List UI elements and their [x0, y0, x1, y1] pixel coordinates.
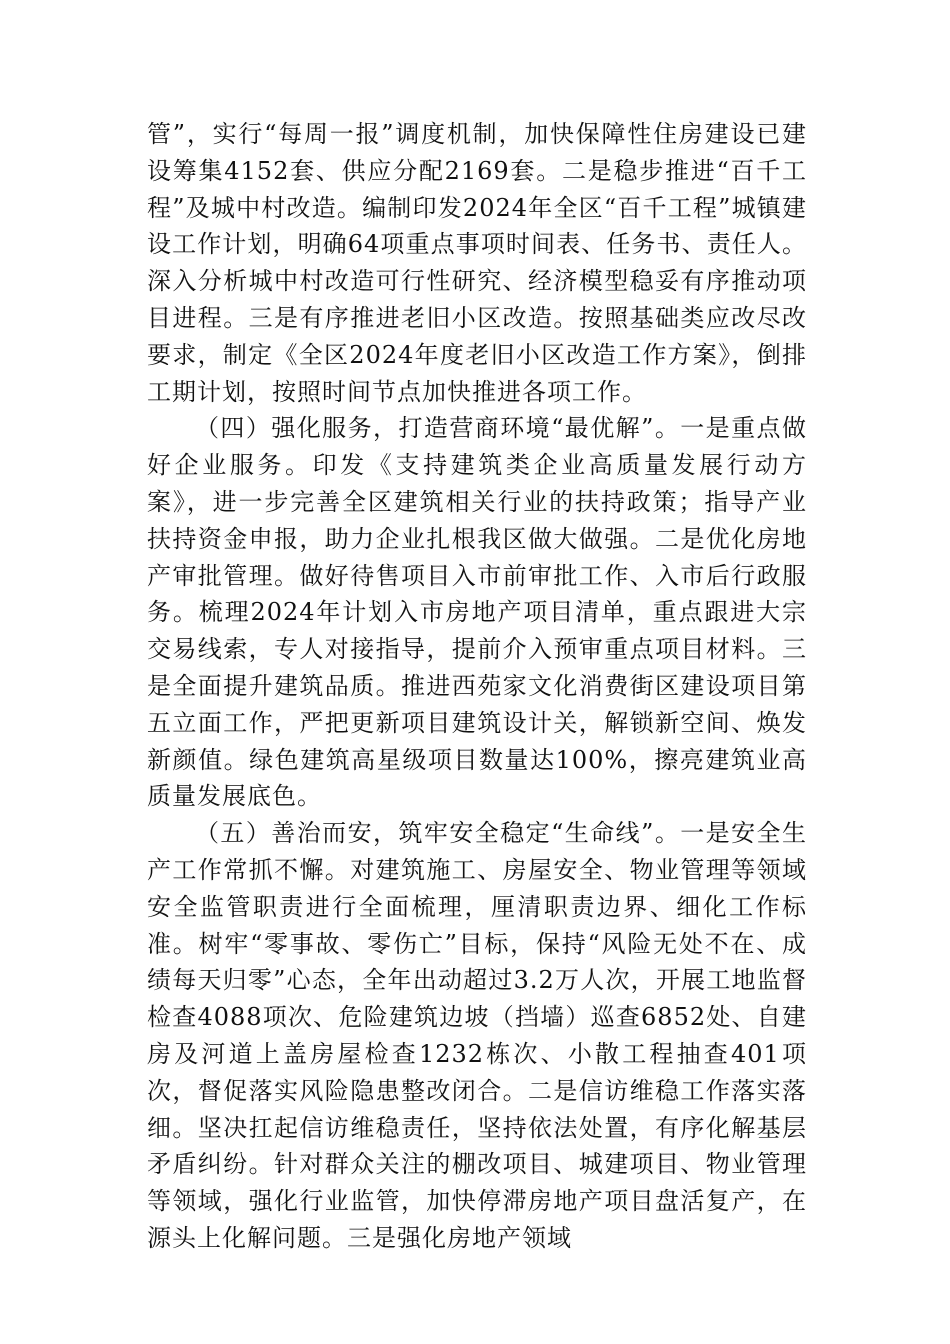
- paragraph-business-environment: （四）强化服务，打造营商环境“最优解”。一是重点做好企业服务。印发《支持建筑类企业高质量发展行动方案》，进一步完善全区建筑相关行业的扶持政策；指导产业扶持资金申报，助力企业扎根我区做大做强。二是优化房地产审批管理。做好待售项目入市前审批工作、入市后行政服务。梳理2024年计划入市房地产项目清单，重点跟进大宗交易线索，专人对接指导，提前介入预审重点项目材料。三是全面提升建筑品质。推进西苑家文化消费街区建设项目第五立面工作，严把更新项目建筑设计关，解锁新空间、焕发新颜值。绿色建筑高星级项目数量达100%，擦亮建筑业高质量发展底色。: [147, 414, 807, 811]
- document-body: [147, 116, 807, 1257]
- paragraph-safety-stability: （五）善治而安，筑牢安全稳定“生命线”。一是安全生产工作常抓不懈。对建筑施工、房屋安全、物业管理等领域安全监管职责进行全面梳理，厘清职责边界、细化工作标准。树牢“零事故、零伤亡”目标，保持“风险无处不在、成绩每天归零”心态，全年出动超过3.2万人次，开展工地监督检查4088项次、危险建筑边坡（挡墙）巡查6852处、自建房及河道上盖房屋检查1232栋次、小散工程抽查401项次，督促落实风险隐患整改闭合。二是信访维稳工作落实落细。坚决扛起信访维稳责任，坚持依法处置，有序化解基层矛盾纠纷。针对群众关注的棚改项目、城建项目、物业管理等领域，强化行业监管，加快停滞房地产项目盘活复产，在源头上化解问题。三是强化房地产领域: [147, 819, 807, 1252]
- paragraph-housing-continuation: 管”，实行“每周一报”调度机制，加快保障性住房建设已建设筹集4152套、供应分配2169套。二是稳步推进“百千工程”及城中村改造。编制印发2024年全区“百千工程”城镇建设工作计划，明确64项重点事项时间表、任务书、责任人。深入分析城中村改造可行性研究、经济模型稳妥有序推动项目进程。三是有序推进老旧小区改造。按照基础类应改尽改要求，制定《全区2024年度老旧小区改造工作方案》，倒排工期计划，按照时间节点加快推进各项工作。: [147, 120, 807, 406]
